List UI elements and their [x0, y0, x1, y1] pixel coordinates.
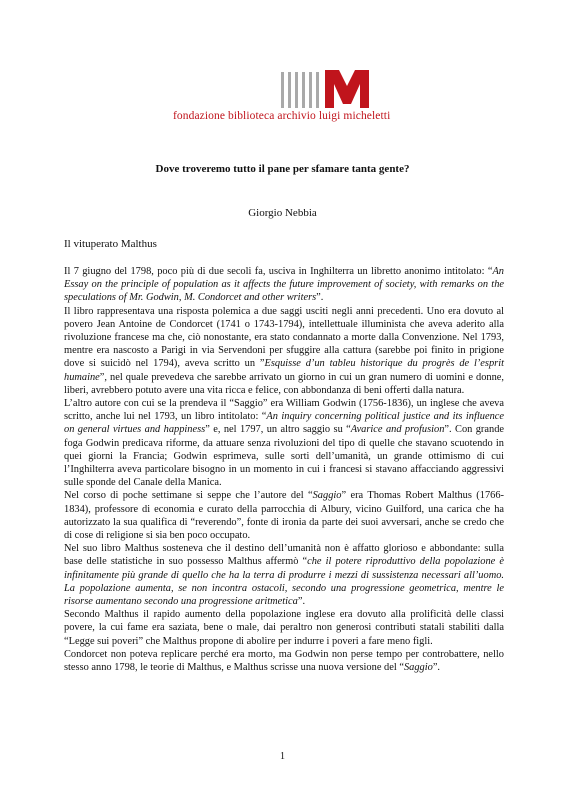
- text-run: L’altro autore con cui se la prendeva il “Saggio” era William Godwin (1756-1836), un inglese che aveva scritto, anche lui nel 1793, un libro intitolato: “: [64, 398, 504, 423]
- body-paragraph: [64, 542, 504, 608]
- author-name: Giorgio Nebbia: [248, 207, 317, 219]
- logo-mark-icon: [281, 70, 376, 108]
- body-paragraph: [64, 265, 504, 305]
- body-paragraph: [64, 489, 504, 542]
- italic-run: An inquiry concerning political justice and its influence on general virtues and happiness: [64, 411, 504, 436]
- text-run: Il 7 giugno del 1798, poco più di due secoli fa, usciva in Inghilterra un libretto anonimo intitolato: “: [64, 266, 493, 277]
- text-run: Nel corso di poche settimane si seppe che l’autore del “: [64, 490, 313, 502]
- italic-run: An Essay on the principle of population as it affects the future improvement of society, with remarks on the speculations of Mr. Godwin, M. Condorcet and other writers: [64, 266, 504, 304]
- italic-run: Saggio: [312, 490, 342, 502]
- italic-run: Saggio: [403, 662, 433, 674]
- foundation-logo: [0, 70, 565, 130]
- section-heading: Il vituperato Malthus: [64, 238, 157, 250]
- article-body: [64, 265, 504, 674]
- text-run: ” e, nel 1797, un altro saggio su “: [205, 424, 351, 436]
- body-paragraph: [64, 608, 504, 648]
- text-run: ”, nel quale prevedeva che sarebbe arrivato un giorno in cui un gran numero di uomini e donne, liberi, avrebbero potuto avere una vita ricca e felice, con abbondanza di beni offerti dalla natura.: [64, 371, 504, 396]
- logo-wordmark: fondazione biblioteca archivio luigi micheletti: [173, 110, 391, 122]
- italic-run: Esquisse d’un tableu historique du progrès de l’esprit humaine: [64, 358, 504, 383]
- text-run: ”. Con grande foga Godwin predicava riforme, da attuare senza rivoluzioni del tipo di quelle che stavano scuotendo in quei giorni la Francia; Godwin esprimeva, sulle sorti dell’umanità, un grande ottimismo di cui l’Inghilterra aveva particolare bisogno in un momento in cui i francesi si stavano affacciando aggressivi sulle sponde del Canale della Manica.: [64, 424, 505, 489]
- text-run: ”.: [316, 292, 324, 304]
- text-run: ”.: [432, 662, 441, 674]
- text-run: Il libro rappresentava una risposta polemica a due saggi usciti negli anni precedenti. Uno era dovuto al povero Jean Antoine de Condorcet (1741 o 1743-1794), intellettuale illuminista che aveva aderito alla rivoluzione francese ma che, ciò nonostante, era stato condannato a morte dalla Convenzione. Nel 1793, mentre era nascosto a Parigi in via Servendoni per sfuggire alla cattura (sarebbe poi finito in prigione dove si suicidò nel 1794), aveva scritto un ”: [64, 305, 504, 370]
- italic-run: Avarice and profusion: [350, 424, 445, 436]
- text-run: ”.: [297, 596, 306, 608]
- page-number: 1: [280, 751, 285, 762]
- text-run: Nel suo libro Malthus sosteneva che il destino dell’umanità non è affatto glorioso e abbondante: sulla base delle statistiche in suo possesso Malthus affermò “: [64, 543, 504, 568]
- italic-run: che il potere riproduttivo della popolazione è infinitamente più grande di quello che ha la terra di produrre i mezzi di sussistenza necessari all’uomo. La popolazione aumenta, se non incontra ostacoli, secondo una progressione geometrica, mentre le risorse aumentano secondo una progressione aritmetica: [64, 556, 504, 608]
- body-paragraph: [64, 305, 504, 397]
- text-run: ” era Thomas Robert Malthus (1766-1834), professore di economia e curato della parrocchia di Albury, vicino Guilford, una carica che ha autorizzato la sua qualifica di “reverendo”, fonte di ironia da parte dei suoi avversari, anche se credo che di cose di religione si sia ben poco occupato.: [64, 490, 504, 542]
- text-run: Secondo Malthus il rapido aumento della popolazione inglese era dovuto alla prolificità delle classi povere, la cui fame era saziata, bene o male, dai peraltro non generosi contributi statali stabiliti dalla “Legge sui poveri” che Malthus propone di abolire per indurre i poveri a fare meno figli.: [64, 609, 504, 647]
- text-run: Condorcet non poteva replicare perché era morto, ma Godwin non perse tempo per controbattere, nello stesso anno 1798, le teorie di Malthus, e Malthus scrisse una nuova versione del “: [64, 648, 504, 674]
- body-paragraph: [64, 648, 504, 674]
- body-paragraph: [64, 397, 504, 489]
- document-title: Dove troveremo tutto il pane per sfamare tanta gente?: [155, 163, 410, 175]
